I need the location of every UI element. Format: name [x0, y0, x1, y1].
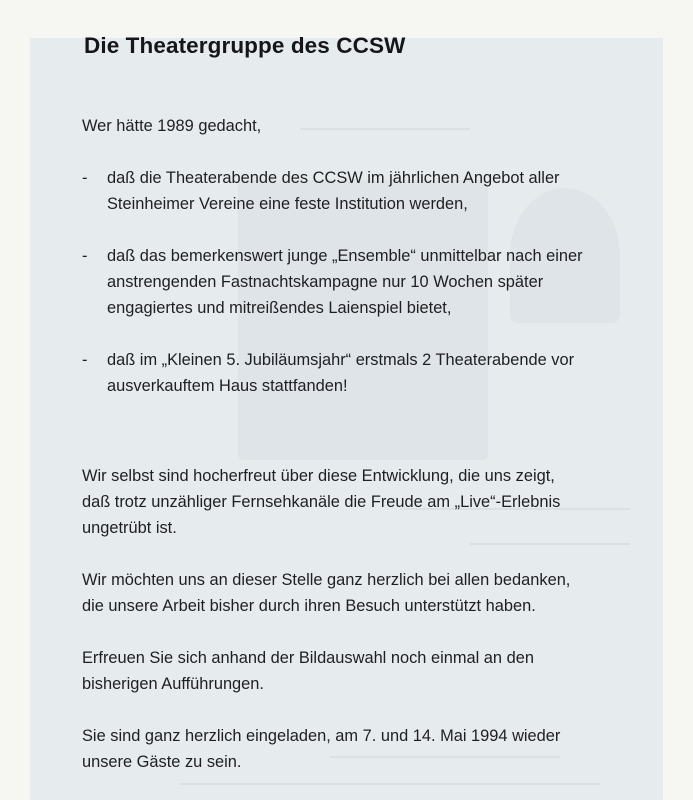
bullet-line: engagiertes und mitreißendes Laienspiel bietet,: [107, 299, 452, 317]
paragraph-line: Wir möchten uns an dieser Stelle ganz herzlich bei allen bedanken,: [82, 571, 571, 589]
paragraph: [82, 463, 652, 541]
bullet-item: [82, 165, 652, 217]
bullet-dash: -: [82, 351, 88, 369]
bullet-line: anstrengenden Fastnachtskampagne nur 10 Wochen später: [107, 273, 544, 291]
paragraph-line: bisherigen Aufführungen.: [82, 675, 264, 693]
paragraph-line: unsere Gäste zu sein.: [82, 753, 242, 771]
bullet-line: daß im „Kleinen 5. Jubiläumsjahr“ erstmals 2 Theaterabende vor: [107, 351, 575, 369]
document-body: [82, 113, 652, 775]
bullet-dash: -: [82, 247, 88, 265]
paragraph-line: Sie sind ganz herzlich eingeladen, am 7. und 14. Mai 1994 wieder: [82, 727, 561, 745]
page-title: Die Theatergruppe des CCSW: [84, 33, 406, 58]
bullet-line: daß das bemerkenswert junge „Ensemble“ unmittelbar nach einer: [107, 247, 583, 265]
paragraph: [82, 645, 652, 697]
paragraph: [82, 723, 652, 775]
paragraph-line: Wir selbst sind hocherfreut über diese Entwicklung, die uns zeigt,: [82, 467, 555, 485]
intro-text: Wer hätte 1989 gedacht,: [82, 117, 262, 135]
bullet-line: daß die Theaterabende des CCSW im jährlichen Angebot aller: [107, 169, 560, 187]
paragraph-line: die unsere Arbeit bisher durch ihren Besuch unterstützt haben.: [82, 597, 536, 615]
bullet-dash: -: [82, 169, 88, 187]
paragraph-line: Erfreuen Sie sich anhand der Bildauswahl noch einmal an den: [82, 649, 534, 667]
paragraph: [82, 567, 652, 619]
paragraph-line: daß trotz unzähliger Fernsehkanäle die Freude am „Live“-Erlebnis: [82, 493, 561, 511]
bullet-line: ausverkauftem Haus stattfanden!: [107, 377, 348, 395]
bullet-item: [82, 243, 652, 321]
bullet-item: [82, 347, 652, 399]
faded-line: [180, 783, 600, 785]
paragraph-line: ungetrübt ist.: [82, 519, 177, 537]
bullet-line: Steinheimer Vereine eine feste Institution werden,: [107, 195, 468, 213]
